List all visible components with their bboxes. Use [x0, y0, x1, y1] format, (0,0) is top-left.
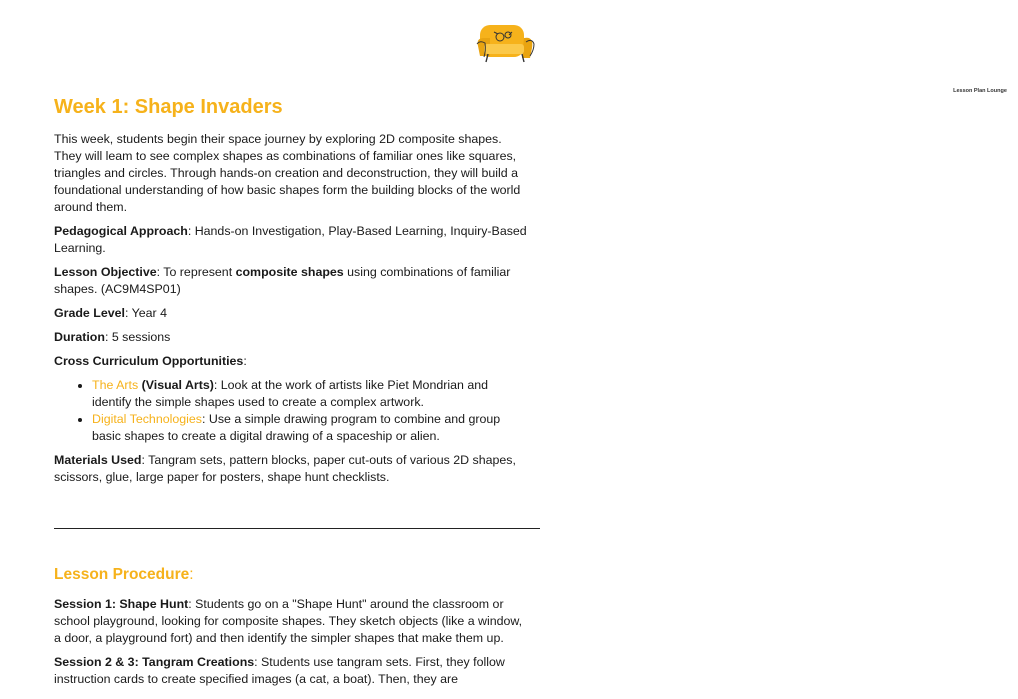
page-title: Week 1: Shape Invaders	[54, 96, 283, 118]
pedagogy-line	[54, 223, 530, 257]
cross-suffix: :	[243, 354, 247, 368]
cross-label: Cross Curriculum Opportunities	[54, 354, 244, 368]
grade-text: : Year 4	[124, 306, 167, 320]
grade-label: Grade Level	[54, 306, 125, 320]
session-label: Session 1:	[54, 597, 120, 611]
procedure-colon: :	[189, 566, 194, 583]
objective-text: : To represent	[156, 265, 236, 279]
procedure-heading	[54, 566, 194, 584]
session-text: : Students use tangram sets. First, they follow instruction cards to create specified images (a cat, a boat). Then, they are	[54, 655, 505, 686]
arts-link[interactable]: The Arts	[92, 378, 139, 392]
materials-text: : Tangram sets, pattern blocks, paper cut-outs of various 2D shapes, scissors, glue, large paper for posters, shape hunt checklists.	[54, 453, 516, 484]
duration-label: Duration	[54, 330, 105, 344]
section-divider	[54, 528, 540, 529]
intro-paragraph: This week, students begin their space journey by exploring 2D composite shapes. They will leam to see complex shapes as combinations of familiar ones like squares, triangles and circles. Through hands-on creation and deconstruction, they will build a foundational understanding of how basic shapes form the building blocks of the world around them.	[54, 132, 521, 214]
objective-bold: composite shapes	[235, 265, 344, 279]
pedagogy-text: : Hands-on Investigation, Play-Based Learning, Inquiry-Based Learning.	[54, 224, 527, 255]
list-item	[92, 377, 530, 411]
session-name: Shape Hunt	[119, 597, 189, 611]
objective-line	[54, 264, 530, 298]
procedure-heading-text: Lesson Procedure	[54, 566, 190, 583]
cross-list	[54, 377, 530, 445]
digital-text: : Use a simple drawing program to combine and group basic shapes to create a digital drawing of a spaceship or alien.	[92, 412, 501, 443]
session-name: Tangram Creations	[142, 655, 255, 669]
list-item	[92, 411, 530, 445]
grade-line	[54, 305, 530, 322]
session-2-3	[54, 654, 530, 688]
materials-line	[54, 452, 530, 486]
materials-label: Materials Used	[54, 453, 142, 467]
logo	[474, 22, 1007, 94]
pedagogy-label: Pedagogical Approach	[54, 224, 188, 238]
lesson-overview	[54, 131, 530, 493]
duration-text: : 5 sessions	[104, 330, 171, 344]
sofa-icon	[474, 22, 538, 68]
cross-heading	[54, 353, 530, 370]
session-text: : Students go on a "Shape Hunt" around the classroom or school playground, looking for composite shapes. They sketch objects (like a window, a door, a playground fort) and then identify the simpler shapes that make them up.	[54, 597, 523, 645]
objective-label: Lesson Objective	[54, 265, 157, 279]
objective-text-after: using combinations of familiar shapes. (AC9M4SP01)	[54, 265, 511, 296]
arts-subject: (Visual Arts)	[138, 378, 214, 392]
arts-text: : Look at the work of artists like Piet Mondrian and identify the simple shapes used to create a complex artwork.	[92, 378, 488, 409]
digital-tech-link[interactable]: Digital Technologies	[92, 412, 202, 426]
logo-caption: Lesson Plan Lounge	[953, 88, 1007, 94]
session-label: Session 2 & 3:	[54, 655, 143, 669]
session-1	[54, 596, 530, 647]
duration-line	[54, 329, 530, 346]
lesson-procedure	[54, 596, 530, 695]
